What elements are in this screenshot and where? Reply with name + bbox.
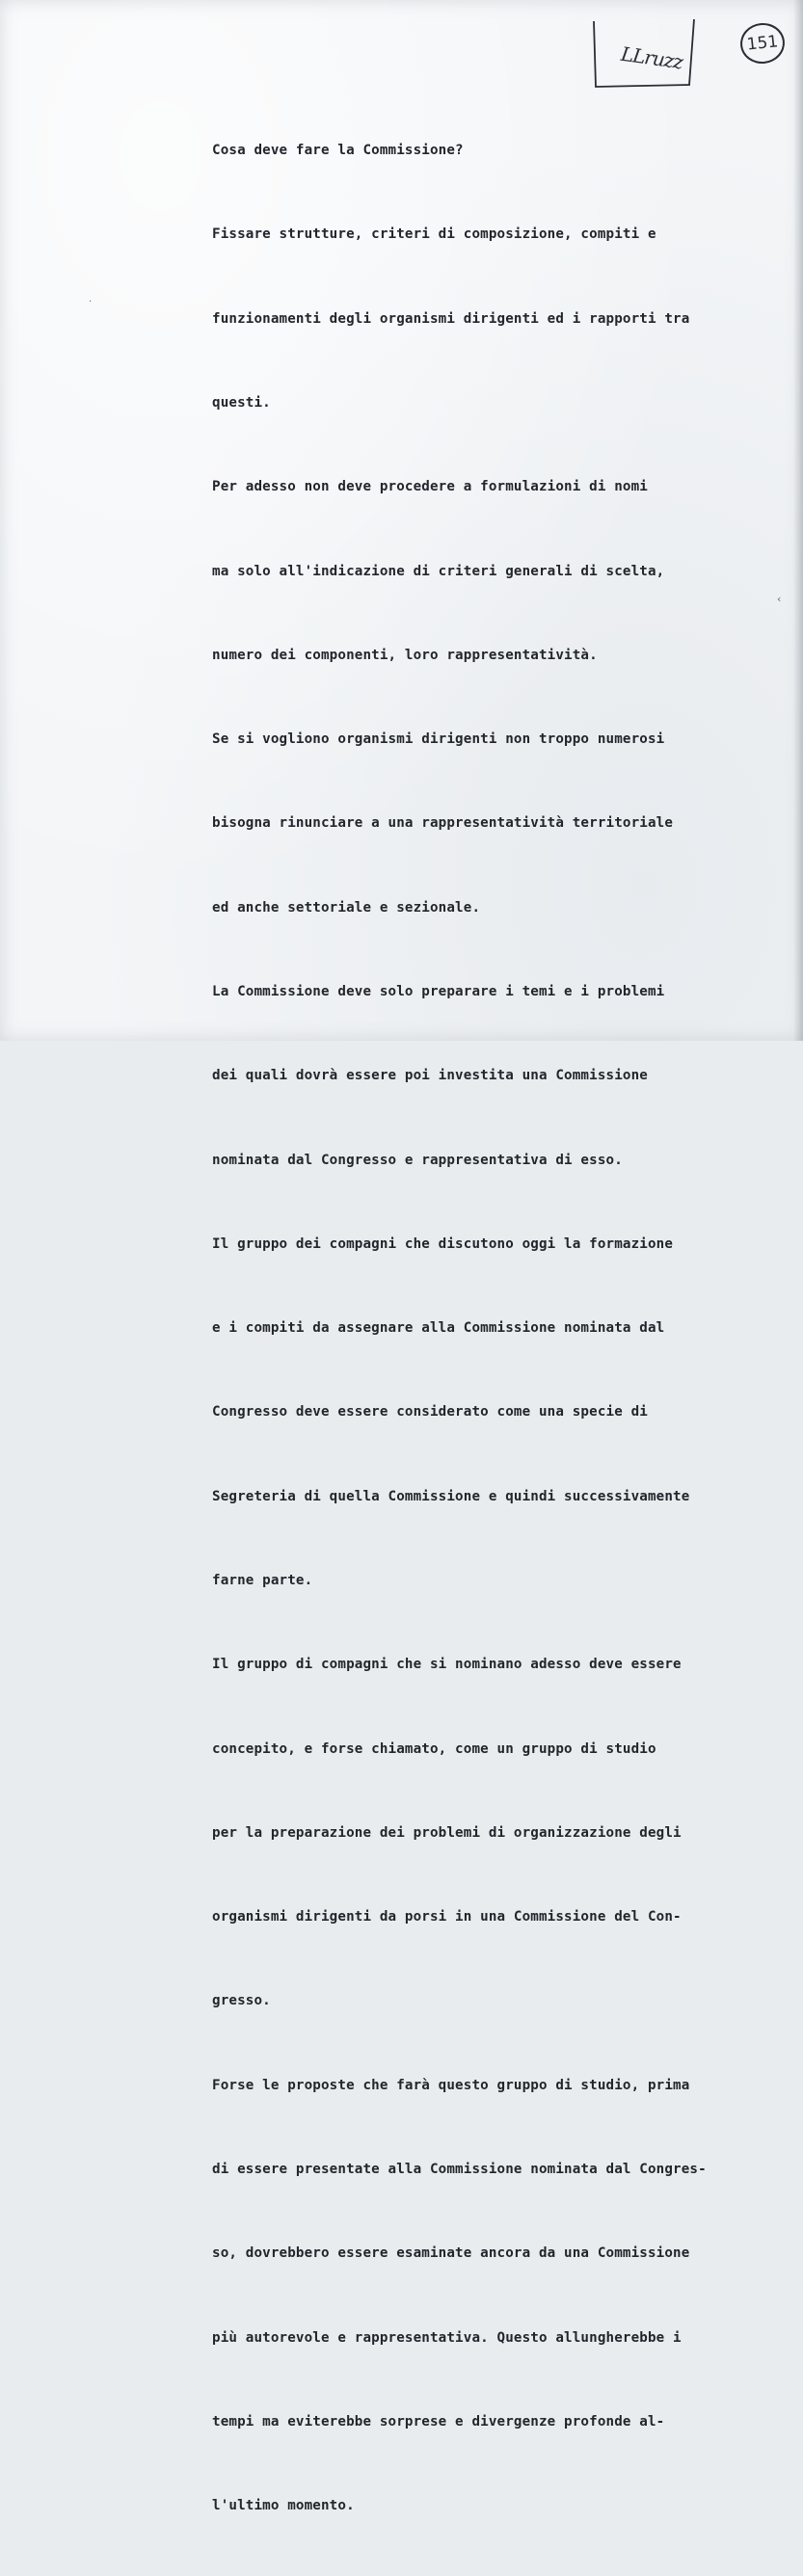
text-line: bisogna rinunciare a una rappresentatività territoriale (212, 815, 674, 832)
text-line: La Commissione deve solo preparare i temi e i problemi (212, 984, 665, 999)
text-line: Segreteria di quella Commissione e quindi successivamente (212, 1488, 690, 1504)
text-line: Il gruppo dei compagni che discutono oggi la formazione (212, 1235, 674, 1252)
typed-text-body (212, 81, 771, 2576)
text-line: numero dei componenti, loro rappresentatività. (212, 647, 598, 663)
handwritten-note: LLruzz (619, 41, 684, 74)
text-line: tempi ma eviterebbe sorprese e divergenze profonde al- (212, 2413, 665, 2430)
text-line: dei quali dovrà essere poi investita una Commissione (212, 1068, 648, 1084)
text-line: l'ultimo momento. (212, 2498, 355, 2514)
text-line: Forse le proposte che farà questo gruppo di studio, prima (212, 2077, 690, 2093)
text-line: e i compiti da assegnare alla Commissione nominata dal (212, 1320, 665, 1337)
text-line: questi. (212, 395, 271, 412)
text-line: gresso. (212, 1993, 271, 2009)
text-line: di essere presentate alla Commissione nominata dal Congres- (212, 2161, 707, 2177)
text-line: Per adesso non deve procedere a formulazioni di nomi (212, 479, 648, 495)
text-line: Il gruppo di compagni che si nominano adesso deve essere (212, 1657, 682, 1673)
text-line: ma solo all'indicazione di criteri generali di scelta, (212, 563, 665, 579)
text-line: Congresso deve essere considerato come una specie di (212, 1404, 648, 1421)
text-line: funzionamenti degli organismi dirigenti ed i rapporti tra (212, 310, 690, 327)
text-line: Fissare strutture, criteri di composizione, compiti e (212, 226, 656, 243)
handwritten-annotation-box (590, 17, 696, 89)
text-line: Se si vogliono organismi dirigenti non troppo numerosi (212, 731, 665, 748)
text-line: farne parte. (212, 1572, 313, 1588)
text-line: so, dovrebbero essere esaminate ancora da una Commissione (212, 2245, 690, 2262)
text-line: organismi dirigenti da porsi in una Commissione del Con- (212, 1909, 682, 1925)
text-line: Cosa deve fare la Commissione? (212, 143, 464, 159)
page-number: 151 (745, 32, 780, 55)
text-line: per la preparazione dei problemi di organizzazione degli (212, 1824, 682, 1841)
page-number-circle (738, 21, 787, 66)
text-line: concepito, e forse chiamato, come un gruppo di studio (212, 1740, 656, 1757)
stray-mark-icon: · (89, 297, 93, 307)
text-line: nominata dal Congresso e rappresentativa di esso. (212, 1152, 623, 1168)
text-line: ed anche settoriale e sezionale. (212, 899, 481, 916)
margin-tick-icon: ‹ (777, 593, 782, 605)
text-line: più autorevole e rappresentativa. Questo allungherebbe i (212, 2329, 682, 2346)
page-edge-shadow (793, 0, 803, 1041)
